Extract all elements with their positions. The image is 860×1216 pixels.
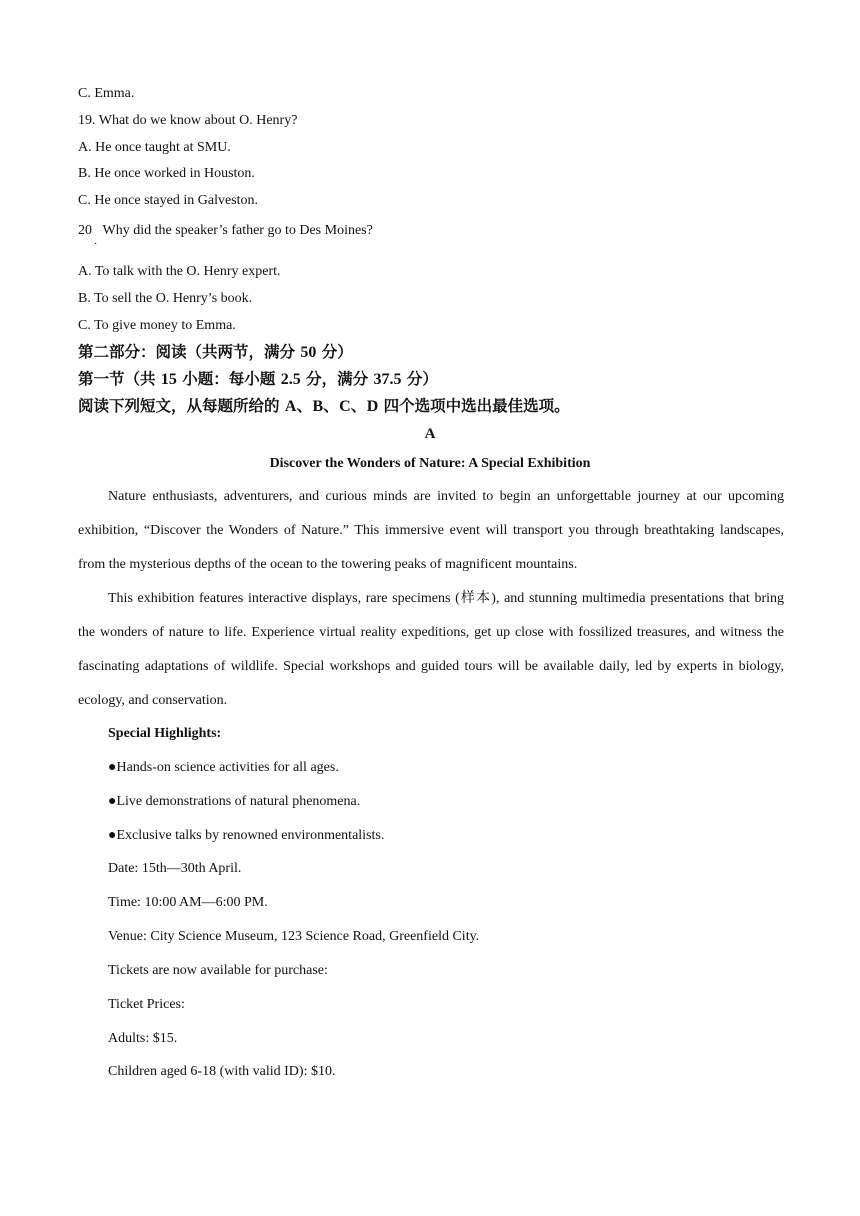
q18-option-c: C. Emma. — [78, 86, 135, 101]
q19-option-a: A. He once taught at SMU. — [78, 140, 231, 155]
q20-option-b: B. To sell the O. Henry’s book. — [78, 291, 253, 306]
event-date: Date: 15th—30th April. — [108, 861, 242, 876]
q19-option-b: B. He once worked in Houston. — [78, 166, 255, 181]
tickets-intro: Tickets are now available for purchase: — [108, 963, 328, 978]
highlight-item: ●Live demonstrations of natural phenomena. — [108, 794, 361, 809]
q20-text: Why did the speaker’s father go to Des Moines? — [102, 223, 373, 238]
highlight-item: ●Hands-on science activities for all ages. — [108, 760, 339, 775]
adult-ticket-price: Adults: $15. — [108, 1031, 178, 1046]
child-ticket-price: Children aged 6-18 (with valid ID): $10. — [108, 1064, 336, 1079]
q19-question: 19. What do we know about O. Henry? — [78, 113, 298, 128]
passage-title: Discover the Wonders of Nature: A Special Exhibition — [269, 456, 591, 471]
highlights-heading: Special Highlights: — [108, 726, 222, 741]
event-time: Time: 10:00 AM—6:00 PM. — [108, 895, 268, 910]
reading-instruction: 阅读下列短文，从每题所给的 A、B、C、D 四个选项中选出最佳选项。 — [78, 397, 570, 415]
highlight-item: ●Exclusive talks by renowned environmentalists. — [108, 828, 385, 843]
q20-question — [78, 222, 373, 240]
q20-option-c: C. To give money to Emma. — [78, 318, 236, 333]
ticket-prices-label: Ticket Prices: — [108, 997, 185, 1012]
q20-option-a: A. To talk with the O. Henry expert. — [78, 264, 281, 279]
part-two-heading: 第二部分：阅读（共两节，满分 50 分） — [78, 343, 353, 361]
q20-number: 20 — [78, 223, 92, 238]
event-venue: Venue: City Science Museum, 123 Science Road, Greenfield City. — [108, 929, 480, 944]
passage-paragraph-2: This exhibition features interactive displays, rare specimens (样本), and stunning multimedia presentations that bring the wonders of nature to life. Experience virtual reality expeditions, get up close with fossilized treasures, and witness the fascinating adaptations of wildlife. Special workshops and guided tours will be available daily, led by experts in biology, ecology, and conservation. — [78, 591, 784, 708]
stray-dot: · — [94, 239, 98, 250]
passage-paragraph-1: Nature enthusiasts, adventurers, and curious minds are invited to begin an unforgettable journey at our upcoming exhibition, “Discover the Wonders of Nature.” This immersive event will transport you through breathtaking landscapes, from the mysterious depths of the ocean to the towering peaks of magnificent mountains. — [78, 489, 784, 572]
section-one-heading: 第一节（共 15 小题：每小题 2.5 分，满分 37.5 分） — [78, 370, 438, 388]
q19-option-c: C. He once stayed in Galveston. — [78, 193, 259, 208]
passage-letter: A — [424, 426, 436, 442]
